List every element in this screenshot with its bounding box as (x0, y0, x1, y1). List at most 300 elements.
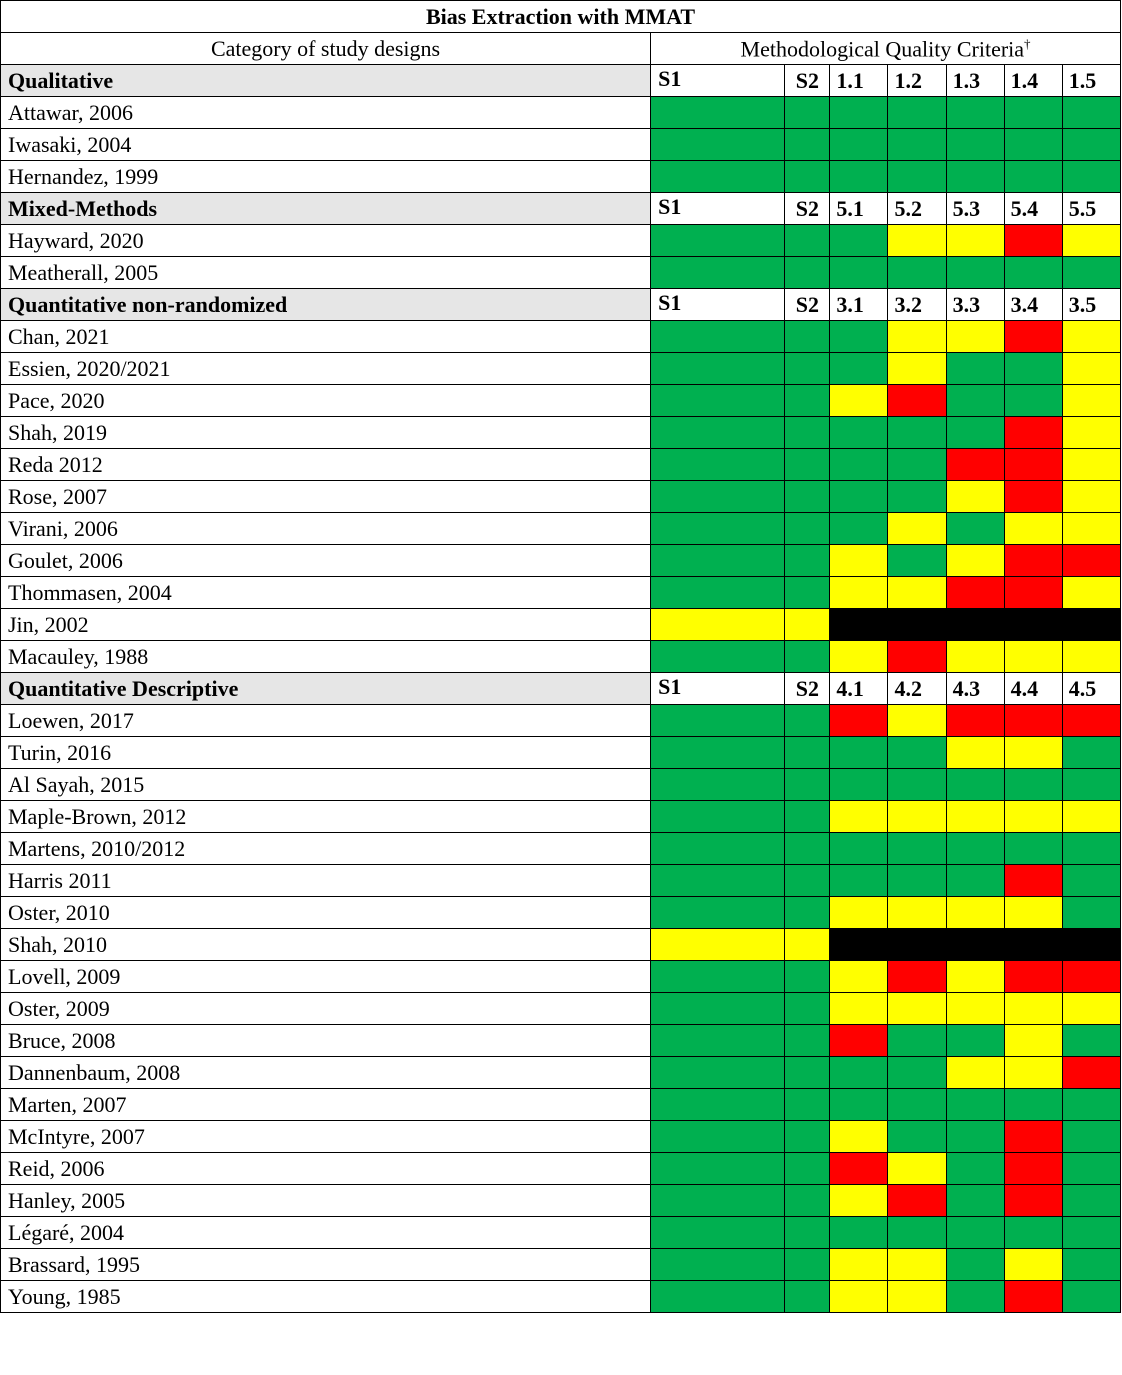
rating-cell-s1 (651, 1089, 785, 1121)
title-row (1, 1, 1121, 33)
rating-cell-4-2 (888, 1217, 946, 1249)
rating-cell-4-4 (1004, 737, 1062, 769)
rating-cell-5-4 (1004, 225, 1062, 257)
rating-cell-3-1 (830, 449, 888, 481)
study-name: Young, 1985 (1, 1281, 651, 1313)
criteria-footnote-mark: † (1024, 35, 1031, 51)
rating-cell-4-1 (830, 1121, 888, 1153)
rating-cell-s1 (651, 161, 785, 193)
study-name: Shah, 2019 (1, 417, 651, 449)
criterion-header-3-4: 3.4 (1004, 289, 1062, 321)
rating-cell-4-5 (1062, 1025, 1120, 1057)
criterion-header-3-1: 3.1 (830, 289, 888, 321)
rating-cell-4-5 (1062, 801, 1120, 833)
rating-cell-s2 (785, 1217, 830, 1249)
rating-cell-s1 (651, 833, 785, 865)
rating-cell-s1 (651, 897, 785, 929)
rating-cell-4-2 (888, 737, 946, 769)
rating-cell-4-5 (1062, 1281, 1120, 1313)
rating-cell-s2 (785, 609, 830, 641)
rating-cell-s1 (651, 1281, 785, 1313)
rating-cell-s2 (785, 737, 830, 769)
rating-cell-3-1 (830, 417, 888, 449)
rating-cell-3-1 (830, 513, 888, 545)
rating-cell-4-3 (946, 993, 1004, 1025)
rating-cell-4-1 (830, 1089, 888, 1121)
rating-cell-s2 (785, 545, 830, 577)
rating-cell-s1 (651, 1185, 785, 1217)
rating-cell-4-5 (1062, 1057, 1120, 1089)
column-header-row (1, 33, 1121, 65)
rating-cell-s1 (651, 993, 785, 1025)
study-name: Meatherall, 2005 (1, 257, 651, 289)
rating-cell-4-1 (830, 961, 888, 993)
rating-cell-4-3 (946, 1185, 1004, 1217)
rating-cell-3-5 (1062, 321, 1120, 353)
rating-cell-4-5 (1062, 737, 1120, 769)
rating-cell-3-5 (1062, 417, 1120, 449)
rating-cell-s2 (785, 865, 830, 897)
rating-cell-4-3 (946, 1057, 1004, 1089)
rating-cell-3-5 (1062, 449, 1120, 481)
rating-cell-4-1 (830, 897, 888, 929)
study-name: Rose, 2007 (1, 481, 651, 513)
rating-cell-1-4 (1004, 129, 1062, 161)
study-row (1, 641, 1121, 673)
rating-cell-4-4 (1004, 769, 1062, 801)
rating-cell-3-5 (1062, 513, 1120, 545)
criterion-header-s2: S2 (785, 289, 830, 321)
rating-cell-3-1 (830, 577, 888, 609)
rating-cell-s2 (785, 257, 830, 289)
rating-cell-4-1 (830, 1153, 888, 1185)
rating-cell-s1 (651, 961, 785, 993)
rating-cell-4-2 (888, 961, 946, 993)
rating-cell-s2 (785, 353, 830, 385)
rating-cell-3-5 (1062, 641, 1120, 673)
criterion-header-s1: S1 (651, 65, 785, 97)
rating-cell-s2 (785, 801, 830, 833)
rating-cell-4-5 (1062, 1249, 1120, 1281)
criterion-header-5-5: 5.5 (1062, 193, 1120, 225)
rating-cell-3-4 (1004, 385, 1062, 417)
rating-cell-4-1 (830, 993, 888, 1025)
rating-cell-3-2 (888, 353, 946, 385)
rating-cell-s2 (785, 161, 830, 193)
rating-cell-s1 (651, 609, 785, 641)
study-row (1, 257, 1121, 289)
study-row (1, 97, 1121, 129)
rating-cell-3-4 (1004, 353, 1062, 385)
rating-cell-4-2 (888, 1121, 946, 1153)
study-row (1, 513, 1121, 545)
rating-cell-4-1 (830, 769, 888, 801)
rating-cell-3-1 (830, 321, 888, 353)
criterion-header-s2: S2 (785, 193, 830, 225)
rating-cell-s2 (785, 833, 830, 865)
rating-cell-3-4 (1004, 321, 1062, 353)
rating-cell-s2 (785, 97, 830, 129)
study-row (1, 481, 1121, 513)
study-row (1, 801, 1121, 833)
section-header-row-quantitative-descriptive (1, 673, 1121, 705)
rating-cell-4-2 (888, 1089, 946, 1121)
rating-cell-5-5 (1062, 225, 1120, 257)
rating-cell-5-1 (830, 257, 888, 289)
rating-cell-s1 (651, 257, 785, 289)
rating-cell-4-4 (1004, 1089, 1062, 1121)
rating-cell-4-4 (1004, 1121, 1062, 1153)
rating-cell-4-3 (946, 801, 1004, 833)
rating-cell-3-2 (888, 641, 946, 673)
rating-cell-3-2 (888, 449, 946, 481)
rating-cell-s2 (785, 769, 830, 801)
rating-cell-3-2 (888, 577, 946, 609)
rating-cell-4-5 (1062, 705, 1120, 737)
rating-cell-4-4 (1004, 1281, 1062, 1313)
study-row (1, 577, 1121, 609)
study-row (1, 161, 1121, 193)
study-name: Brassard, 1995 (1, 1249, 651, 1281)
rating-cell-4-4 (1004, 961, 1062, 993)
rating-cell-1-1 (830, 161, 888, 193)
rating-cell-4-3 (946, 705, 1004, 737)
rating-cell-4-2 (888, 1153, 946, 1185)
rating-cell-4-3 (946, 1153, 1004, 1185)
study-name: Macauley, 1988 (1, 641, 651, 673)
rating-cell-5-2 (888, 225, 946, 257)
rating-cell-3-5 (1062, 385, 1120, 417)
rating-cell-4-2 (888, 1281, 946, 1313)
rating-cell-4-2 (888, 1249, 946, 1281)
study-name: McIntyre, 2007 (1, 1121, 651, 1153)
criterion-header-5-4: 5.4 (1004, 193, 1062, 225)
rating-cell-s1 (651, 225, 785, 257)
section-header-row-quantitative-non-randomized (1, 289, 1121, 321)
rating-cell-s1 (651, 385, 785, 417)
rating-cell-4-4 (1004, 833, 1062, 865)
rating-cell-4-2 (888, 833, 946, 865)
rating-cell-1-1 (830, 129, 888, 161)
rating-cell-4-1 (830, 1185, 888, 1217)
rating-cell-4-3 (946, 1217, 1004, 1249)
rating-cell-4-3 (946, 769, 1004, 801)
rating-cell-4-3 (946, 1249, 1004, 1281)
rating-cell-4-5 (1062, 1217, 1120, 1249)
section-header-row-mixed-methods (1, 193, 1121, 225)
rating-cell-4-4 (1004, 897, 1062, 929)
rating-cell-1-5 (1062, 161, 1120, 193)
study-name: Maple-Brown, 2012 (1, 801, 651, 833)
rating-cell-3-4 (1004, 641, 1062, 673)
rating-cell-s2 (785, 993, 830, 1025)
study-name: Oster, 2010 (1, 897, 651, 929)
rating-cell-1-5 (1062, 129, 1120, 161)
rating-cell-4-5 (1062, 1153, 1120, 1185)
study-name: Virani, 2006 (1, 513, 651, 545)
study-row (1, 1153, 1121, 1185)
rating-cell-3-2 (888, 417, 946, 449)
criterion-header-4-2: 4.2 (888, 673, 946, 705)
study-name: Shah, 2010 (1, 929, 651, 961)
rating-cell-s2 (785, 129, 830, 161)
rating-cell-s1 (651, 1153, 785, 1185)
rating-cell-3-4 (1004, 481, 1062, 513)
criterion-header-3-3: 3.3 (946, 289, 1004, 321)
study-name: Al Sayah, 2015 (1, 769, 651, 801)
study-row (1, 769, 1121, 801)
rating-cell-3-1 (830, 641, 888, 673)
rating-cell-s1 (651, 129, 785, 161)
rating-cell-4-4 (1004, 993, 1062, 1025)
rating-cell-3-1 (830, 385, 888, 417)
study-row (1, 737, 1121, 769)
rating-cell-4-5 (1062, 1089, 1120, 1121)
rating-cell-4-1 (830, 1249, 888, 1281)
rating-cell-1-2 (888, 129, 946, 161)
rating-cell-4-2 (888, 769, 946, 801)
rating-cell-s1 (651, 513, 785, 545)
rating-cell-s1 (651, 705, 785, 737)
criterion-header-1-3: 1.3 (946, 65, 1004, 97)
study-row (1, 929, 1121, 961)
criterion-header-s1: S1 (651, 673, 785, 705)
study-name: Lovell, 2009 (1, 961, 651, 993)
rating-cell-3-4 (1004, 577, 1062, 609)
rating-cell-s2 (785, 1281, 830, 1313)
study-row (1, 1185, 1121, 1217)
criterion-header-1-1: 1.1 (830, 65, 888, 97)
rating-cell-4-5 (1062, 1185, 1120, 1217)
study-name: Jin, 2002 (1, 609, 651, 641)
study-name: Chan, 2021 (1, 321, 651, 353)
rating-cell-4-2 (888, 705, 946, 737)
study-name: Harris 2011 (1, 865, 651, 897)
rating-cell-not-applicable (830, 609, 1121, 641)
rating-cell-3-4 (1004, 513, 1062, 545)
study-name: Goulet, 2006 (1, 545, 651, 577)
study-name: Hernandez, 1999 (1, 161, 651, 193)
study-name: Oster, 2009 (1, 993, 651, 1025)
rating-cell-3-5 (1062, 577, 1120, 609)
rating-cell-s2 (785, 577, 830, 609)
criterion-header-5-2: 5.2 (888, 193, 946, 225)
rating-cell-4-1 (830, 1281, 888, 1313)
rating-cell-3-5 (1062, 353, 1120, 385)
criteria-header-label: Methodological Quality Criteria (740, 36, 1025, 62)
rating-cell-3-3 (946, 577, 1004, 609)
rating-cell-5-4 (1004, 257, 1062, 289)
rating-cell-s2 (785, 417, 830, 449)
rating-cell-4-5 (1062, 769, 1120, 801)
rating-cell-s1 (651, 449, 785, 481)
rating-cell-5-5 (1062, 257, 1120, 289)
study-row (1, 1281, 1121, 1313)
criterion-header-5-3: 5.3 (946, 193, 1004, 225)
rating-cell-4-5 (1062, 1121, 1120, 1153)
rating-cell-s1 (651, 1025, 785, 1057)
rating-cell-3-5 (1062, 481, 1120, 513)
study-row (1, 865, 1121, 897)
section-name: Quantitative non-randomized (1, 289, 651, 321)
study-name: Martens, 2010/2012 (1, 833, 651, 865)
rating-cell-4-4 (1004, 801, 1062, 833)
rating-cell-3-2 (888, 481, 946, 513)
rating-cell-4-3 (946, 897, 1004, 929)
section-name: Qualitative (1, 65, 651, 97)
rating-cell-4-3 (946, 1089, 1004, 1121)
rating-cell-3-2 (888, 513, 946, 545)
section-name: Quantitative Descriptive (1, 673, 651, 705)
rating-cell-4-4 (1004, 865, 1062, 897)
rating-cell-s1 (651, 641, 785, 673)
rating-cell-4-1 (830, 705, 888, 737)
study-name: Pace, 2020 (1, 385, 651, 417)
study-name: Loewen, 2017 (1, 705, 651, 737)
rating-cell-4-3 (946, 737, 1004, 769)
rating-cell-s2 (785, 449, 830, 481)
rating-cell-not-applicable (830, 929, 1121, 961)
rating-cell-3-4 (1004, 545, 1062, 577)
criteria-column-header (651, 33, 1121, 65)
rating-cell-s2 (785, 641, 830, 673)
rating-cell-4-1 (830, 833, 888, 865)
rating-cell-1-4 (1004, 97, 1062, 129)
rating-cell-4-1 (830, 737, 888, 769)
study-row (1, 545, 1121, 577)
rating-cell-s2 (785, 321, 830, 353)
rating-cell-4-2 (888, 1185, 946, 1217)
study-row (1, 1057, 1121, 1089)
rating-cell-4-2 (888, 865, 946, 897)
rating-cell-4-5 (1062, 961, 1120, 993)
study-name: Légaré, 2004 (1, 1217, 651, 1249)
rating-cell-4-2 (888, 1057, 946, 1089)
study-row (1, 385, 1121, 417)
study-row (1, 993, 1121, 1025)
criterion-header-4-3: 4.3 (946, 673, 1004, 705)
rating-cell-5-3 (946, 257, 1004, 289)
criterion-header-4-1: 4.1 (830, 673, 888, 705)
study-name: Essien, 2020/2021 (1, 353, 651, 385)
rating-cell-s1 (651, 929, 785, 961)
study-row (1, 961, 1121, 993)
study-name: Marten, 2007 (1, 1089, 651, 1121)
rating-cell-s1 (651, 417, 785, 449)
rating-cell-5-3 (946, 225, 1004, 257)
rating-cell-s2 (785, 1153, 830, 1185)
study-row (1, 609, 1121, 641)
rating-cell-s2 (785, 1185, 830, 1217)
study-row (1, 1089, 1121, 1121)
rating-cell-s2 (785, 705, 830, 737)
rating-cell-s1 (651, 481, 785, 513)
study-name: Reda 2012 (1, 449, 651, 481)
rating-cell-4-4 (1004, 1217, 1062, 1249)
rating-cell-s1 (651, 1249, 785, 1281)
rating-cell-1-1 (830, 97, 888, 129)
rating-cell-3-3 (946, 353, 1004, 385)
study-name: Hayward, 2020 (1, 225, 651, 257)
criterion-header-s1: S1 (651, 193, 785, 225)
rating-cell-s1 (651, 1057, 785, 1089)
rating-cell-4-2 (888, 993, 946, 1025)
study-row (1, 225, 1121, 257)
category-column-header: Category of study designs (1, 33, 651, 65)
rating-cell-4-4 (1004, 705, 1062, 737)
rating-cell-4-5 (1062, 897, 1120, 929)
rating-cell-s1 (651, 353, 785, 385)
study-row (1, 897, 1121, 929)
study-row (1, 833, 1121, 865)
study-name: Bruce, 2008 (1, 1025, 651, 1057)
study-row (1, 353, 1121, 385)
rating-cell-s2 (785, 929, 830, 961)
study-row (1, 449, 1121, 481)
rating-cell-3-3 (946, 641, 1004, 673)
rating-cell-s1 (651, 1121, 785, 1153)
rating-cell-3-3 (946, 385, 1004, 417)
rating-cell-4-3 (946, 1025, 1004, 1057)
rating-cell-s1 (651, 769, 785, 801)
rating-cell-s2 (785, 1089, 830, 1121)
rating-cell-3-3 (946, 449, 1004, 481)
study-row (1, 417, 1121, 449)
study-name: Dannenbaum, 2008 (1, 1057, 651, 1089)
study-name: Attawar, 2006 (1, 97, 651, 129)
criterion-header-4-5: 4.5 (1062, 673, 1120, 705)
rating-cell-1-3 (946, 161, 1004, 193)
study-name: Hanley, 2005 (1, 1185, 651, 1217)
rating-cell-4-3 (946, 1121, 1004, 1153)
rating-cell-4-4 (1004, 1249, 1062, 1281)
rating-cell-3-2 (888, 545, 946, 577)
rating-cell-1-5 (1062, 97, 1120, 129)
criterion-header-1-5: 1.5 (1062, 65, 1120, 97)
rating-cell-s1 (651, 545, 785, 577)
rating-cell-s2 (785, 513, 830, 545)
rating-cell-4-2 (888, 801, 946, 833)
rating-cell-3-3 (946, 481, 1004, 513)
rating-cell-3-1 (830, 545, 888, 577)
rating-cell-3-3 (946, 545, 1004, 577)
rating-cell-4-5 (1062, 865, 1120, 897)
table-title: Bias Extraction with MMAT (1, 1, 1121, 33)
rating-cell-s1 (651, 737, 785, 769)
study-name: Iwasaki, 2004 (1, 129, 651, 161)
criterion-header-5-1: 5.1 (830, 193, 888, 225)
rating-cell-s2 (785, 1025, 830, 1057)
rating-cell-3-2 (888, 321, 946, 353)
study-row (1, 1025, 1121, 1057)
study-row (1, 1249, 1121, 1281)
study-name: Turin, 2016 (1, 737, 651, 769)
rating-cell-1-3 (946, 129, 1004, 161)
criterion-header-s1: S1 (651, 289, 785, 321)
rating-cell-s2 (785, 1249, 830, 1281)
rating-cell-1-2 (888, 97, 946, 129)
rating-cell-s2 (785, 897, 830, 929)
rating-cell-s1 (651, 801, 785, 833)
rating-cell-5-2 (888, 257, 946, 289)
rating-cell-s2 (785, 961, 830, 993)
rating-cell-3-2 (888, 385, 946, 417)
rating-cell-s1 (651, 97, 785, 129)
criterion-header-s2: S2 (785, 65, 830, 97)
rating-cell-s1 (651, 321, 785, 353)
rating-cell-3-3 (946, 513, 1004, 545)
rating-cell-4-3 (946, 865, 1004, 897)
